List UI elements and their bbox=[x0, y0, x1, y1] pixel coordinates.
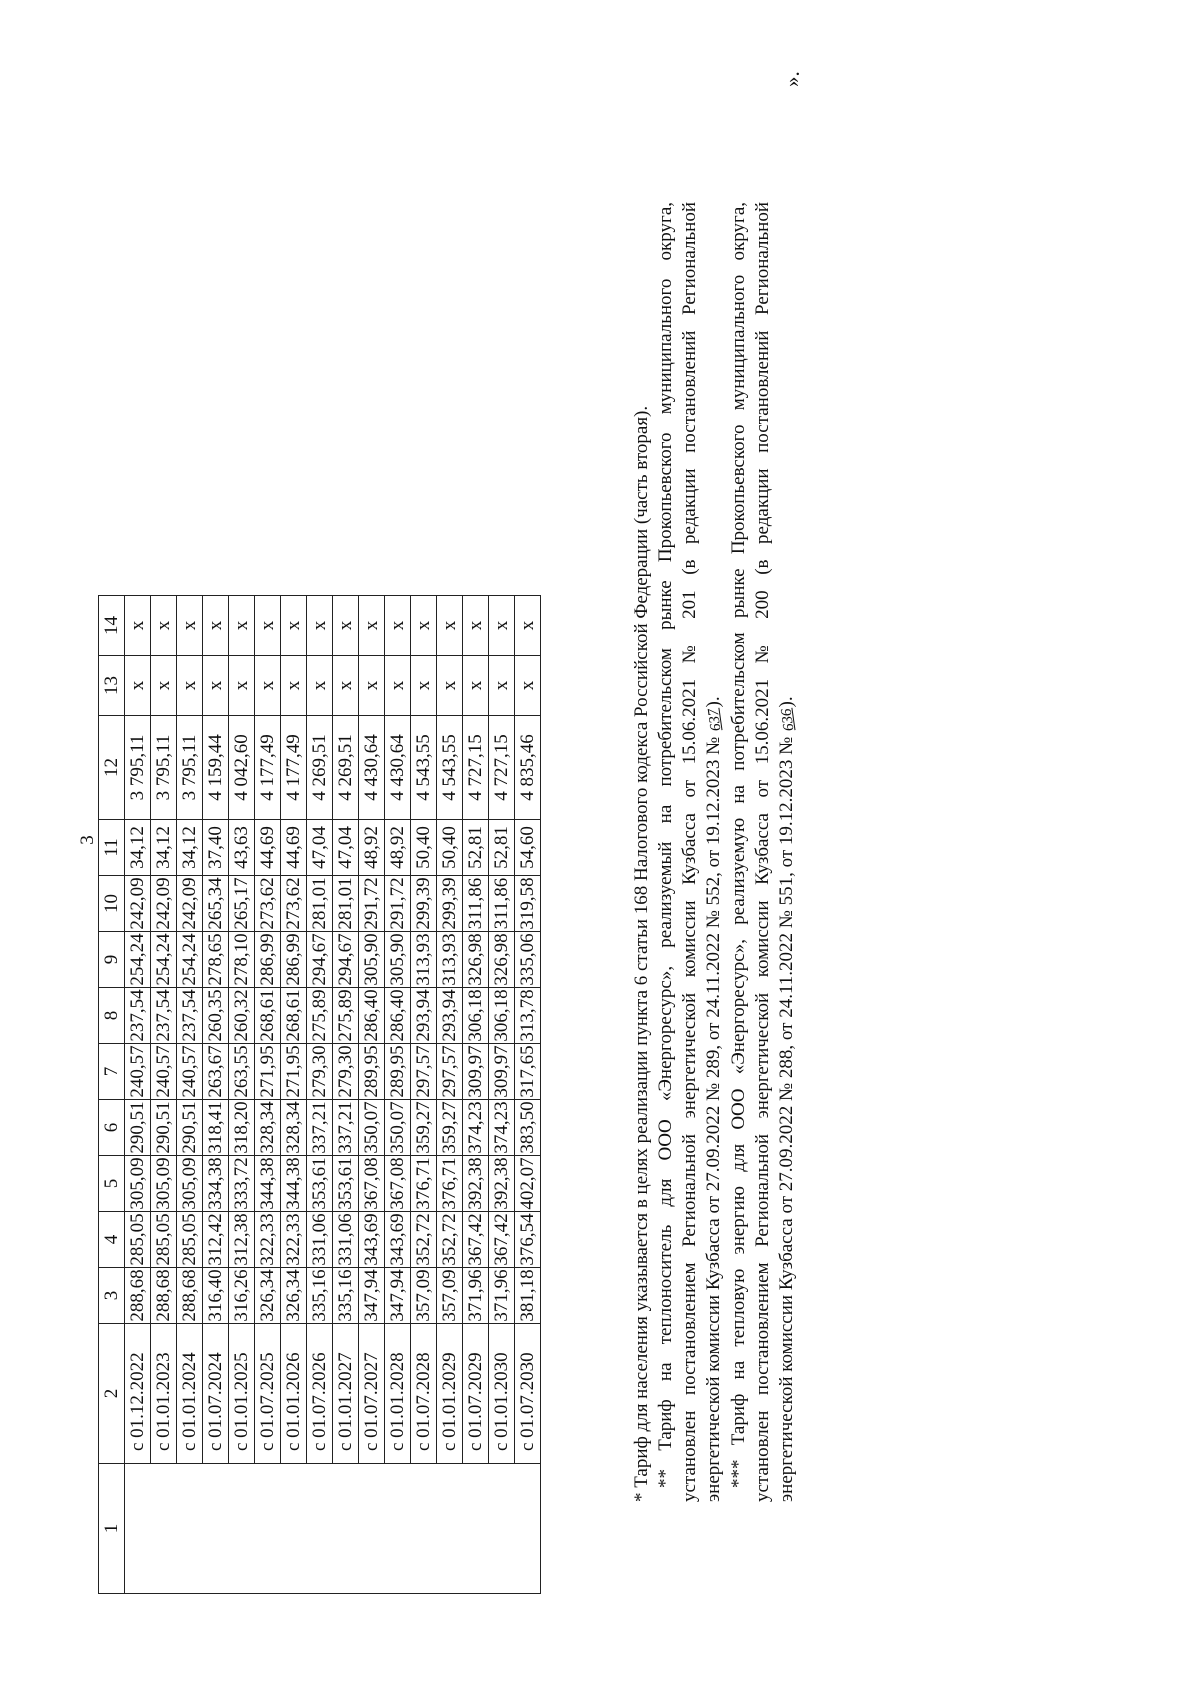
table-cell: 297,57 bbox=[411, 1044, 437, 1100]
table-cell: x bbox=[489, 656, 515, 716]
footnote-3-line-3-text: энергетической комиссии Кузбасса от 27.09.2022 № 288, от 24.11.2022 № 551, от 19.12.2023 № bbox=[776, 736, 797, 1502]
table-cell: 322,33 bbox=[281, 1212, 307, 1268]
header-cell: 3 bbox=[99, 1268, 125, 1324]
table-cell-period: с 01.07.2026 bbox=[307, 1324, 333, 1464]
footnote-2-handwritten-number: 637 bbox=[705, 707, 725, 732]
table-cell: 268,61 bbox=[255, 988, 281, 1044]
table-cell: 313,93 bbox=[437, 932, 463, 988]
table-cell: 297,57 bbox=[437, 1044, 463, 1100]
table-cell: 347,94 bbox=[385, 1268, 411, 1324]
table-row bbox=[385, 596, 411, 1594]
table-cell: 392,38 bbox=[463, 1156, 489, 1212]
table-cell: x bbox=[151, 656, 177, 716]
table-cell: 281,01 bbox=[307, 876, 333, 932]
table-cell: 331,06 bbox=[333, 1212, 359, 1268]
table-row bbox=[281, 596, 307, 1594]
page-number: 3 bbox=[77, 835, 98, 845]
header-cell: 6 bbox=[99, 1100, 125, 1156]
table-cell: 290,51 bbox=[151, 1100, 177, 1156]
table-cell: 305,09 bbox=[125, 1156, 151, 1212]
table-cell: 240,57 bbox=[177, 1044, 203, 1100]
table-cell: 319,58 bbox=[515, 876, 541, 932]
table-cell: 285,05 bbox=[177, 1212, 203, 1268]
table-cell: x bbox=[411, 596, 437, 656]
table-cell: 4 177,49 bbox=[281, 716, 307, 820]
footnote-3-line-2: установлен постановлением Региональной энергетической комиссии Кузбасса от 15.06.2021 № 200 (в редакции постановлений Региональной bbox=[752, 202, 773, 1502]
table-cell-period: с 01.07.2028 bbox=[411, 1324, 437, 1464]
header-cell: 7 bbox=[99, 1044, 125, 1100]
footnote-3-line-end: ). bbox=[776, 696, 797, 708]
table-cell: x bbox=[385, 596, 411, 656]
table-cell: 290,51 bbox=[125, 1100, 151, 1156]
table-cell: 278,10 bbox=[229, 932, 255, 988]
table-row bbox=[463, 596, 489, 1594]
table-cell: 311,86 bbox=[489, 876, 515, 932]
table-cell: 290,51 bbox=[177, 1100, 203, 1156]
table-cell: x bbox=[385, 656, 411, 716]
table-cell: 254,24 bbox=[177, 932, 203, 988]
table-cell: 286,40 bbox=[359, 988, 385, 1044]
table-cell: 299,39 bbox=[411, 876, 437, 932]
table-cell: 359,27 bbox=[411, 1100, 437, 1156]
table-cell-period: с 01.07.2029 bbox=[463, 1324, 489, 1464]
table-cell: 305,09 bbox=[151, 1156, 177, 1212]
table-cell: x bbox=[463, 656, 489, 716]
table-cell: 316,40 bbox=[203, 1268, 229, 1324]
table-cell: 367,08 bbox=[359, 1156, 385, 1212]
table-cell: 309,97 bbox=[489, 1044, 515, 1100]
header-cell: 11 bbox=[99, 820, 125, 876]
table-cell: 268,61 bbox=[281, 988, 307, 1044]
table-cell: x bbox=[125, 596, 151, 656]
table-cell: 285,05 bbox=[125, 1212, 151, 1268]
table-cell: 359,27 bbox=[437, 1100, 463, 1156]
table-cell-period: с 01.12.2022 bbox=[125, 1324, 151, 1464]
table-cell: 44,69 bbox=[281, 820, 307, 876]
table-cell: 4 430,64 bbox=[359, 716, 385, 820]
table-cell: 254,24 bbox=[151, 932, 177, 988]
table-cell: x bbox=[333, 596, 359, 656]
table-cell: 293,94 bbox=[411, 988, 437, 1044]
table-cell: x bbox=[437, 656, 463, 716]
table-cell: 240,57 bbox=[151, 1044, 177, 1100]
table-cell: 4 543,55 bbox=[411, 716, 437, 820]
table-row bbox=[333, 596, 359, 1594]
table-cell: 334,38 bbox=[203, 1156, 229, 1212]
table-cell: 305,90 bbox=[385, 932, 411, 988]
table-cell: 286,99 bbox=[255, 932, 281, 988]
table-cell: 273,62 bbox=[255, 876, 281, 932]
table-cell-period: с 01.01.2026 bbox=[281, 1324, 307, 1464]
table-cell: 3 795,11 bbox=[151, 716, 177, 820]
table-cell: 50,40 bbox=[411, 820, 437, 876]
table-cell: 328,34 bbox=[255, 1100, 281, 1156]
table-cell: 286,99 bbox=[281, 932, 307, 988]
footnote-2-line-1: ** Тариф на теплоноситель для ООО «Энергоресурс», реализуемый на потребительском рынке Прокопьевского муниципального округа, bbox=[655, 202, 676, 1488]
table-cell: 237,54 bbox=[125, 988, 151, 1044]
header-cell: 2 bbox=[99, 1324, 125, 1464]
table-row bbox=[411, 596, 437, 1594]
table-cell: 353,61 bbox=[307, 1156, 333, 1212]
table-cell: x bbox=[203, 656, 229, 716]
table-cell: x bbox=[255, 656, 281, 716]
table-cell-group bbox=[125, 1464, 541, 1594]
table-header-row bbox=[99, 596, 125, 1594]
table-cell: 4 042,60 bbox=[229, 716, 255, 820]
table-cell: 265,17 bbox=[229, 876, 255, 932]
table-cell: 288,68 bbox=[151, 1268, 177, 1324]
table-row bbox=[437, 596, 463, 1594]
table-cell: 34,12 bbox=[177, 820, 203, 876]
table-cell: x bbox=[515, 596, 541, 656]
table-cell: 263,67 bbox=[203, 1044, 229, 1100]
table-cell: 357,09 bbox=[411, 1268, 437, 1324]
table-cell-period: с 01.01.2024 bbox=[177, 1324, 203, 1464]
table-cell: 367,42 bbox=[489, 1212, 515, 1268]
table-cell: 52,81 bbox=[463, 820, 489, 876]
footnote-3-handwritten-number: 636 bbox=[778, 707, 798, 732]
table-cell: 371,96 bbox=[489, 1268, 515, 1324]
table-row bbox=[203, 596, 229, 1594]
table-cell: 326,34 bbox=[255, 1268, 281, 1324]
table-cell: 237,54 bbox=[151, 988, 177, 1044]
table-cell: 306,18 bbox=[489, 988, 515, 1044]
table-cell: 343,69 bbox=[359, 1212, 385, 1268]
table-cell: x bbox=[255, 596, 281, 656]
footnote-2-line-end: ). bbox=[703, 696, 724, 708]
table-cell: 326,98 bbox=[489, 932, 515, 988]
table-cell: 254,24 bbox=[125, 932, 151, 988]
table-cell: 337,21 bbox=[307, 1100, 333, 1156]
table-cell: 294,67 bbox=[333, 932, 359, 988]
table-cell: 4 543,55 bbox=[437, 716, 463, 820]
table-cell: 344,38 bbox=[255, 1156, 281, 1212]
table-cell: 47,04 bbox=[307, 820, 333, 876]
table-cell: 353,61 bbox=[333, 1156, 359, 1212]
footnote-1: * Тариф для населения указывается в целях реализации пункта 6 статьи 168 Налогового кодекса Российской Федерации (часть вторая). bbox=[631, 405, 652, 1502]
table-cell: 402,07 bbox=[515, 1156, 541, 1212]
table-cell: 312,42 bbox=[203, 1212, 229, 1268]
table-row bbox=[515, 596, 541, 1594]
table-cell: 367,08 bbox=[385, 1156, 411, 1212]
table-cell: 291,72 bbox=[359, 876, 385, 932]
table-cell: x bbox=[307, 656, 333, 716]
table-cell: 347,94 bbox=[359, 1268, 385, 1324]
table-cell: 4 177,49 bbox=[255, 716, 281, 820]
table-cell: 317,65 bbox=[515, 1044, 541, 1100]
header-cell: 4 bbox=[99, 1212, 125, 1268]
table-cell: 318,41 bbox=[203, 1100, 229, 1156]
table-cell: 275,89 bbox=[307, 988, 333, 1044]
table-cell: 344,38 bbox=[281, 1156, 307, 1212]
table-cell-period: с 01.01.2025 bbox=[229, 1324, 255, 1464]
table-cell: x bbox=[125, 656, 151, 716]
table-cell-period: с 01.01.2029 bbox=[437, 1324, 463, 1464]
table-cell: x bbox=[281, 656, 307, 716]
table-cell: 313,78 bbox=[515, 988, 541, 1044]
table-cell: 47,04 bbox=[333, 820, 359, 876]
table-cell: 271,95 bbox=[255, 1044, 281, 1100]
table-cell-period: с 01.07.2030 bbox=[515, 1324, 541, 1464]
table-cell: x bbox=[229, 596, 255, 656]
table-cell: x bbox=[229, 656, 255, 716]
table-cell: 37,40 bbox=[203, 820, 229, 876]
table-cell: 240,57 bbox=[125, 1044, 151, 1100]
table-cell: 275,89 bbox=[333, 988, 359, 1044]
table-cell: 294,67 bbox=[307, 932, 333, 988]
table-cell: 326,34 bbox=[281, 1268, 307, 1324]
table-cell: 322,33 bbox=[255, 1212, 281, 1268]
table-cell: x bbox=[151, 596, 177, 656]
table-cell: x bbox=[411, 656, 437, 716]
table-cell: 381,18 bbox=[515, 1268, 541, 1324]
table-cell: 374,23 bbox=[463, 1100, 489, 1156]
table-cell: 374,23 bbox=[489, 1100, 515, 1156]
table-cell: 311,86 bbox=[463, 876, 489, 932]
table-cell: 350,07 bbox=[359, 1100, 385, 1156]
tariff-table bbox=[98, 595, 541, 1594]
table-cell: 350,07 bbox=[385, 1100, 411, 1156]
table-cell: 312,38 bbox=[229, 1212, 255, 1268]
table-cell: 357,09 bbox=[437, 1268, 463, 1324]
table-cell: x bbox=[177, 656, 203, 716]
table-row bbox=[177, 596, 203, 1594]
table-cell: 242,09 bbox=[125, 876, 151, 932]
footnote-2-line-3 bbox=[702, 202, 727, 1502]
table-cell: 265,34 bbox=[203, 876, 229, 932]
table-cell: 278,65 bbox=[203, 932, 229, 988]
table-cell: 335,16 bbox=[307, 1268, 333, 1324]
table-cell-period: с 01.01.2023 bbox=[151, 1324, 177, 1464]
table-cell: x bbox=[177, 596, 203, 656]
table-cell: 260,32 bbox=[229, 988, 255, 1044]
table-cell: x bbox=[203, 596, 229, 656]
table-cell: 376,71 bbox=[411, 1156, 437, 1212]
table-cell-period: с 01.07.2027 bbox=[359, 1324, 385, 1464]
footnotes bbox=[630, 202, 800, 1502]
header-cell: 8 bbox=[99, 988, 125, 1044]
footnote-3-line-1: *** Тариф на тепловую энергию для ООО «Энергоресурс», реализуемую на потребительском рынке Прокопьевского муниципального округа, bbox=[728, 202, 749, 1488]
table-cell: x bbox=[437, 596, 463, 656]
table-cell-period: с 01.01.2028 bbox=[385, 1324, 411, 1464]
table-cell: 316,26 bbox=[229, 1268, 255, 1324]
table-cell: 279,30 bbox=[307, 1044, 333, 1100]
table-cell: 4 727,15 bbox=[489, 716, 515, 820]
table-row bbox=[307, 596, 333, 1594]
table-cell: 337,21 bbox=[333, 1100, 359, 1156]
table-row bbox=[489, 596, 515, 1594]
table-cell: 352,72 bbox=[411, 1212, 437, 1268]
table-cell: 293,94 bbox=[437, 988, 463, 1044]
table-cell: 237,54 bbox=[177, 988, 203, 1044]
header-cell: 1 bbox=[99, 1464, 125, 1594]
table-cell: 263,55 bbox=[229, 1044, 255, 1100]
table-cell: x bbox=[281, 596, 307, 656]
table-cell: 4 269,51 bbox=[307, 716, 333, 820]
table-row bbox=[125, 596, 151, 1594]
table-cell: 288,68 bbox=[125, 1268, 151, 1324]
table-cell: 242,09 bbox=[151, 876, 177, 932]
table-cell: 299,39 bbox=[437, 876, 463, 932]
table-cell: 48,92 bbox=[359, 820, 385, 876]
table-cell: x bbox=[489, 596, 515, 656]
header-cell: 12 bbox=[99, 716, 125, 820]
table-cell: x bbox=[359, 596, 385, 656]
table-cell: 4 159,44 bbox=[203, 716, 229, 820]
table-cell-period: с 01.07.2024 bbox=[203, 1324, 229, 1464]
table-cell: 286,40 bbox=[385, 988, 411, 1044]
table-cell: x bbox=[515, 656, 541, 716]
table-row bbox=[151, 596, 177, 1594]
table-cell: 50,40 bbox=[437, 820, 463, 876]
table-cell: 271,95 bbox=[281, 1044, 307, 1100]
table-cell: 376,54 bbox=[515, 1212, 541, 1268]
table-cell: 305,90 bbox=[359, 932, 385, 988]
table-cell: 281,01 bbox=[333, 876, 359, 932]
table-cell: 306,18 bbox=[463, 988, 489, 1044]
table-cell: 291,72 bbox=[385, 876, 411, 932]
table-cell: 289,95 bbox=[359, 1044, 385, 1100]
table-cell: 335,06 bbox=[515, 932, 541, 988]
table-cell: x bbox=[463, 596, 489, 656]
header-cell: 13 bbox=[99, 656, 125, 716]
table-cell: 376,71 bbox=[437, 1156, 463, 1212]
table-cell-period: с 01.07.2025 bbox=[255, 1324, 281, 1464]
table-cell: 48,92 bbox=[385, 820, 411, 876]
table-cell: 34,12 bbox=[125, 820, 151, 876]
table-cell: 279,30 bbox=[333, 1044, 359, 1100]
table-cell: 273,62 bbox=[281, 876, 307, 932]
header-cell: 14 bbox=[99, 596, 125, 656]
table-cell: 289,95 bbox=[385, 1044, 411, 1100]
table-cell: 328,34 bbox=[281, 1100, 307, 1156]
table-cell: 285,05 bbox=[151, 1212, 177, 1268]
table-cell: x bbox=[359, 656, 385, 716]
table-cell: 34,12 bbox=[151, 820, 177, 876]
table-cell: 318,20 bbox=[229, 1100, 255, 1156]
table-cell: 52,81 bbox=[489, 820, 515, 876]
table-cell-period: с 01.01.2027 bbox=[333, 1324, 359, 1464]
table-cell: 242,09 bbox=[177, 876, 203, 932]
table-cell: x bbox=[333, 656, 359, 716]
table-cell: 54,60 bbox=[515, 820, 541, 876]
table-cell: x bbox=[307, 596, 333, 656]
table-cell: 326,98 bbox=[463, 932, 489, 988]
table-cell: 260,35 bbox=[203, 988, 229, 1044]
table-cell: 313,93 bbox=[411, 932, 437, 988]
table-cell: 309,97 bbox=[463, 1044, 489, 1100]
footnote-2-line-3-text: энергетической комиссии Кузбасса от 27.09.2022 № 289, от 24.11.2022 № 552, от 19.12.2023 № bbox=[703, 736, 724, 1502]
table-cell: 352,72 bbox=[437, 1212, 463, 1268]
table-cell: 305,09 bbox=[177, 1156, 203, 1212]
table-cell: 43,63 bbox=[229, 820, 255, 876]
header-cell: 10 bbox=[99, 876, 125, 932]
table-row bbox=[255, 596, 281, 1594]
table-cell: 392,38 bbox=[489, 1156, 515, 1212]
table-cell: 331,06 bbox=[307, 1212, 333, 1268]
table-cell: 333,72 bbox=[229, 1156, 255, 1212]
table-cell: 4 835,46 bbox=[515, 716, 541, 820]
table-cell: 288,68 bbox=[177, 1268, 203, 1324]
table-cell: 4 727,15 bbox=[463, 716, 489, 820]
table-cell: 335,16 bbox=[333, 1268, 359, 1324]
table-cell: 44,69 bbox=[255, 820, 281, 876]
footnote-3-line-3 bbox=[775, 202, 800, 1502]
table-row bbox=[359, 596, 385, 1594]
table-row bbox=[229, 596, 255, 1594]
footnote-2-line-2: установлен постановлением Региональной энергетической комиссии Кузбасса от 15.06.2021 № 201 (в редакции постановлений Региональной bbox=[679, 202, 700, 1502]
closing-quote-mark: ». bbox=[780, 71, 804, 87]
table-cell: 4 269,51 bbox=[333, 716, 359, 820]
table-cell-period: с 01.01.2030 bbox=[489, 1324, 515, 1464]
table-cell: 3 795,11 bbox=[125, 716, 151, 820]
table-cell: 3 795,11 bbox=[177, 716, 203, 820]
table-cell: 343,69 bbox=[385, 1212, 411, 1268]
header-cell: 9 bbox=[99, 932, 125, 988]
table-cell: 371,96 bbox=[463, 1268, 489, 1324]
header-cell: 5 bbox=[99, 1156, 125, 1212]
table-cell: 367,42 bbox=[463, 1212, 489, 1268]
table-cell: 383,50 bbox=[515, 1100, 541, 1156]
table-cell: 4 430,64 bbox=[385, 716, 411, 820]
